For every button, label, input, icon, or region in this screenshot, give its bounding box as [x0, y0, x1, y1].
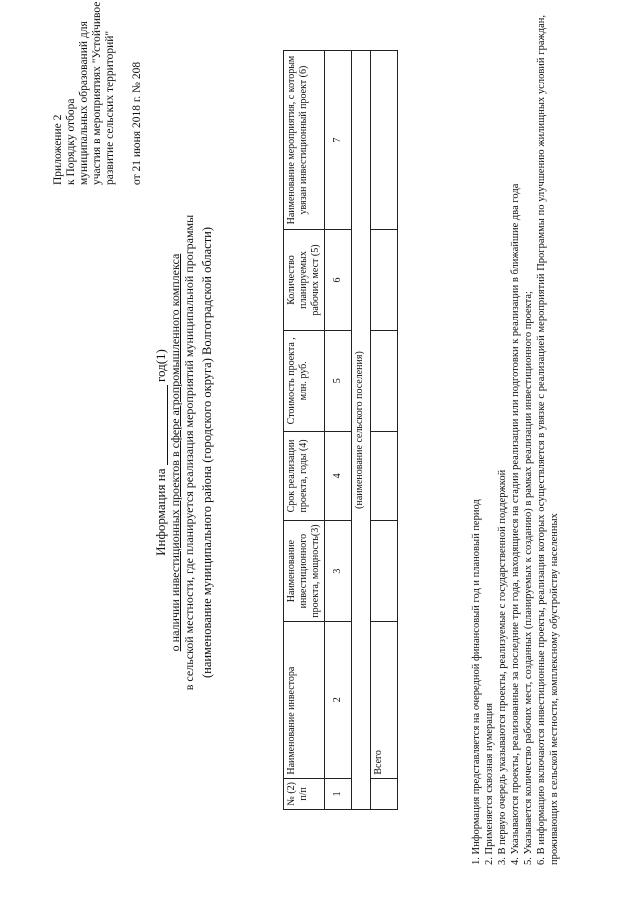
table-cell — [371, 521, 398, 622]
appendix-line: Приложение 2 — [52, 114, 64, 185]
title-suffix: год(1) — [153, 349, 168, 383]
table-cell — [371, 778, 398, 809]
column-number: 1 — [325, 778, 352, 809]
footnote: 6. В информацию включаются инвестиционные проекты, реализация которых осуществляется в увязке с реализацией мероприятий Программы по улучшению жилищных условий граждан, проживающих в сельской местности, комплексному обустройству населенных — [536, 15, 560, 865]
column-header: Наименование инвестора — [284, 621, 325, 778]
table-cell — [371, 230, 398, 331]
column-number: 6 — [325, 230, 352, 331]
table-header-row — [284, 51, 325, 810]
title-prefix: Информация на — [153, 468, 168, 556]
year-blank — [155, 385, 168, 465]
footnote: 1. Информация представляется на очередной финансовый год и плановый период — [471, 499, 482, 865]
settlement-row — [352, 51, 371, 810]
footnote: 2. Применяется сквозная нумерация — [484, 703, 495, 865]
appendix-block — [52, 2, 144, 185]
table-cell — [371, 431, 398, 521]
appendix-line: участия в мероприятиях "Устойчивое — [91, 1, 103, 185]
column-number: 5 — [325, 330, 352, 431]
column-header: Стоимость проекта , млн. руб. — [284, 330, 325, 431]
footnote: 4. Указываются проекты, реализованные за последние три года, находящиеся на стадии реализации или подготовки к реализации в ближайшие два года — [510, 183, 521, 865]
column-header: Наименование инвестиционного проекта, мощность(3) — [284, 521, 325, 622]
column-header: Количество планируемых рабочих мест (5) — [284, 230, 325, 331]
footnote: 3. В первую очередь указываются проекты, реализуемые с государственной поддержкой — [497, 469, 508, 865]
appendix-line: муниципальных образований для — [78, 21, 90, 185]
total-label: Всего — [371, 621, 398, 778]
column-header: Срок реализации проекта, годы (4) — [284, 431, 325, 521]
total-row — [371, 51, 398, 810]
column-number-row — [325, 51, 352, 810]
table-cell — [371, 330, 398, 431]
column-number: 4 — [325, 431, 352, 521]
column-number: 3 — [325, 521, 352, 622]
settlement-caption: (наименование сельского поселения) — [352, 51, 371, 810]
footnotes — [470, 15, 561, 865]
appendix-line: развитие сельских территорий" — [104, 30, 116, 185]
heading-line: в сельской местности, где планируется реализация мероприятий муниципальной программы — [182, 214, 196, 691]
heading-line: о наличии инвестиционных проектов в сфере агропромышленного комплекса — [168, 253, 182, 652]
document-heading — [154, 0, 214, 905]
appendix-line: к Порядку отбора — [65, 98, 77, 185]
page-title — [154, 0, 168, 905]
column-number: 2 — [325, 621, 352, 778]
investment-table — [283, 50, 398, 810]
footnote: 5. Указывается количество рабочих мест, созданных (планируемых к созданию) в рамках реализации инвестиционного проекта; — [523, 291, 534, 865]
column-number: 7 — [325, 51, 352, 230]
column-header: № (2) п/п — [284, 778, 325, 809]
municipality-caption: (наименование муниципального района (городского округа) Волгоградской области) — [200, 226, 214, 679]
table-cell — [371, 51, 398, 230]
appendix-date: от 21 июня 2018 г. № 208 — [131, 61, 143, 185]
column-header: Наименование мероприятия, с которым увязан инвестиционный проект (6) — [284, 51, 325, 230]
